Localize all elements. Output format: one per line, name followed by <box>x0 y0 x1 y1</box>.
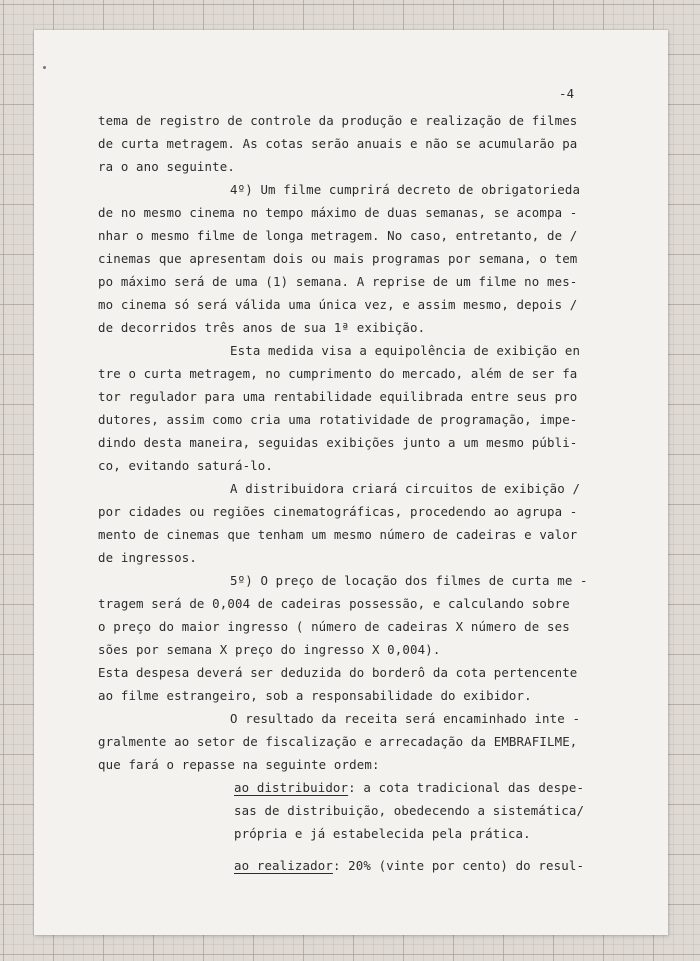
text-line: gralmente ao setor de fiscalização e arrecadação da EMBRAFILME, <box>98 734 578 749</box>
text-line: Esta despesa deverá ser deduzida do borderô da cota pertencente <box>98 665 578 680</box>
paragraph-4-start: 4º) Um filme cumprirá decreto de obrigatorieda <box>230 182 581 197</box>
text-line: sas de distribuição, obedecendo a sistemática/ <box>234 803 585 818</box>
text-line: ao filme estrangeiro, sob a responsabilidade do exibidor. <box>98 688 532 703</box>
text-line: que fará o repasse na seguinte ordem: <box>98 757 380 772</box>
paper-speck <box>43 66 46 69</box>
item-label-realizador: ao realizador <box>234 858 333 873</box>
paragraph-5-start: 5º) O preço de locação dos filmes de curta me - <box>230 573 588 588</box>
text-line: co, evitando saturá-lo. <box>98 458 274 473</box>
text-line: cinemas que apresentam dois ou mais programas por semana, o tem <box>98 251 578 266</box>
text-line: tre o curta metragem, no cumprimento do mercado, além de ser fa <box>98 366 578 381</box>
page-number: -4 <box>559 86 575 101</box>
document-page <box>34 30 668 935</box>
text-line: ra o ano seguinte. <box>98 159 235 174</box>
text-line: po máximo será de uma (1) semana. A reprise de um filme no mes- <box>98 274 578 289</box>
text-line: de decorridos três anos de sua 1ª exibição. <box>98 320 426 335</box>
paragraph-measure-start: Esta medida visa a equipolência de exibição en <box>230 343 581 358</box>
text-line: dindo desta maneira, seguidas exibições junto a um mesmo públi- <box>98 435 578 450</box>
text-line: dutores, assim como cria uma rotatividade de programação, impe- <box>98 412 578 427</box>
text-line: de ingressos. <box>98 550 197 565</box>
item-label-distribuidor: ao distribuidor <box>234 780 349 795</box>
text-line: mento de cinemas que tenham um mesmo número de cadeiras e valor <box>98 527 578 542</box>
text-line: nhar o mesmo filme de longa metragem. No caso, entretanto, de / <box>98 228 578 243</box>
item-text: : 20% (vinte por cento) do resul- <box>332 858 585 873</box>
text-line: de curta metragem. As cotas serão anuais e não se acumularão pa <box>98 136 578 151</box>
item-realizador <box>234 858 584 873</box>
text-line: mo cinema só será válida uma única vez, e assim mesmo, depois / <box>98 297 578 312</box>
paragraph-receita-start: O resultado da receita será encaminhado inte - <box>230 711 581 726</box>
paragraph-distribuidora-start: A distribuidora criará circuitos de exibição / <box>230 481 581 496</box>
item-text: : a cota tradicional das despe- <box>348 780 585 795</box>
text-line: de no mesmo cinema no tempo máximo de duas semanas, se acompa - <box>98 205 578 220</box>
text-line: o preço do maior ingresso ( número de cadeiras X número de ses <box>98 619 570 634</box>
text-line: tor regulador para uma rentabilidade equilibrada entre seus pro <box>98 389 578 404</box>
text-line: sões por semana X preço do ingresso X 0,004). <box>98 642 441 657</box>
text-line: tema de registro de controle da produção e realização de filmes <box>98 113 578 128</box>
text-line: própria e já estabelecida pela prática. <box>234 826 531 841</box>
text-line: tragem será de 0,004 de cadeiras possessão, e calculando sobre <box>98 596 570 611</box>
item-distribuidor <box>234 780 584 795</box>
text-line: por cidades ou regiões cinematográficas, procedendo ao agrupa - <box>98 504 578 519</box>
